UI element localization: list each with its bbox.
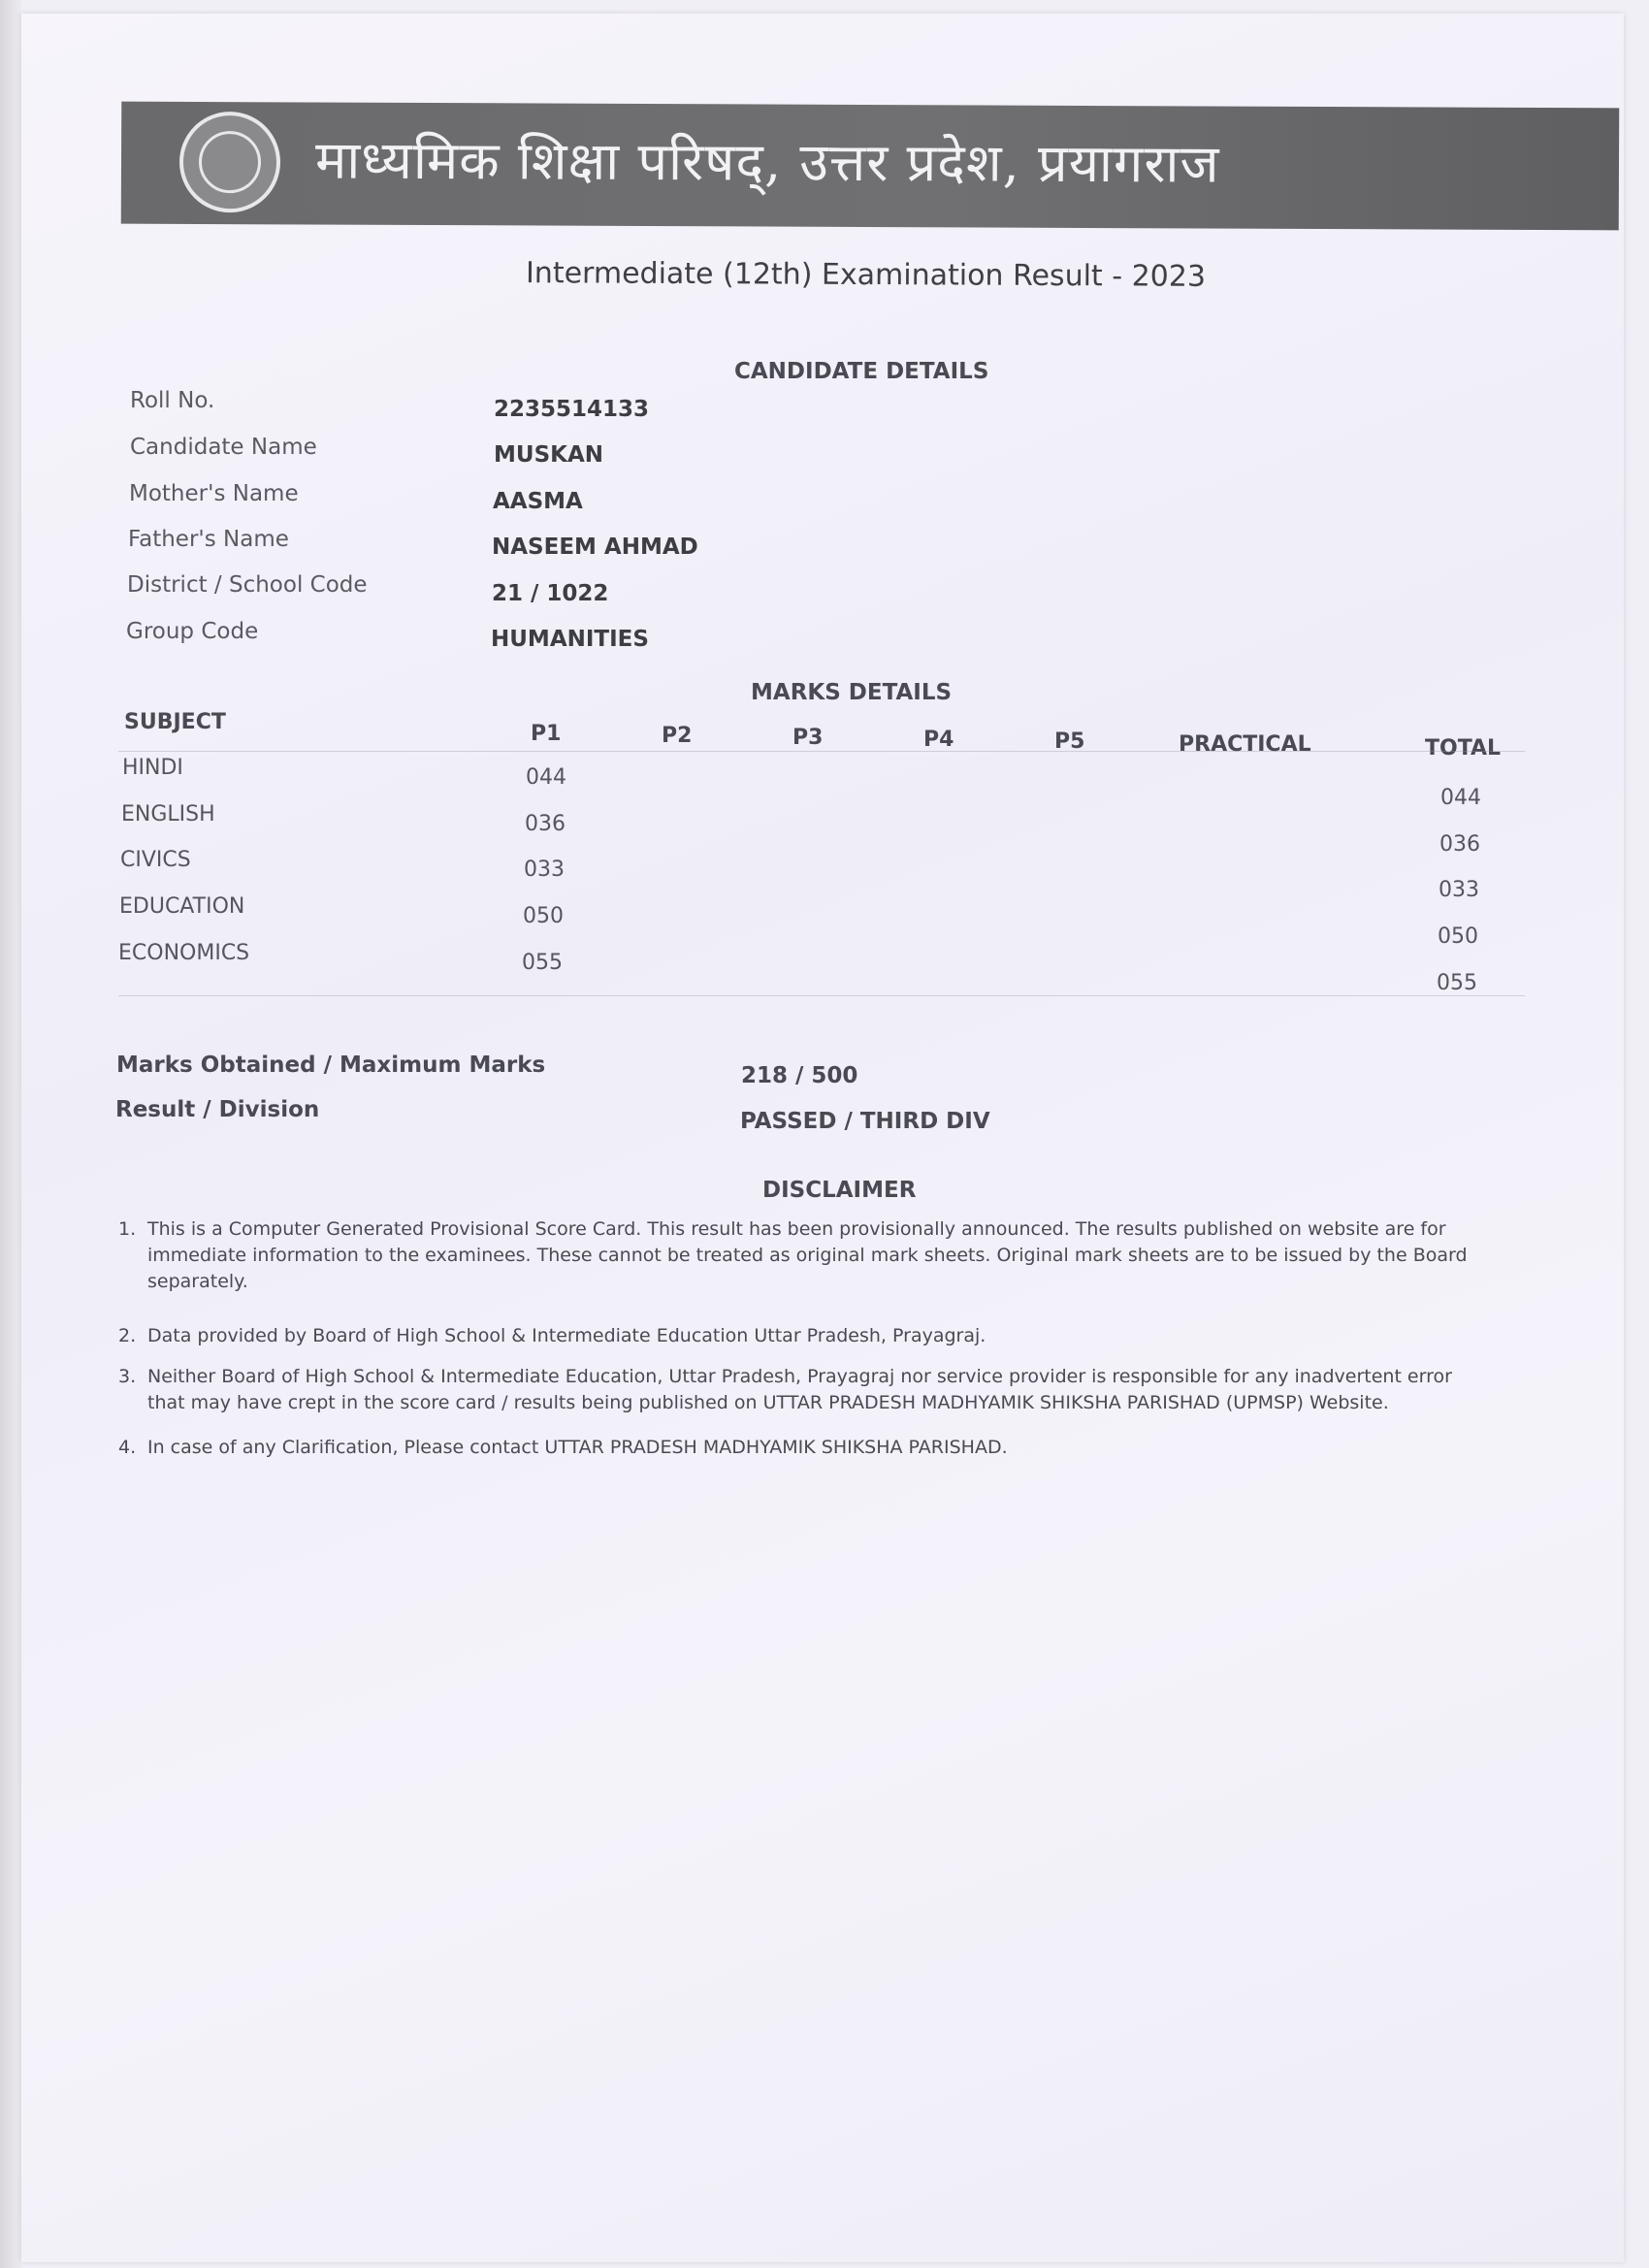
result-division-value: PASSED / THIRD DIV: [740, 1109, 990, 1134]
subject-cell: HINDI: [122, 756, 183, 780]
column-subject: SUBJECT: [124, 710, 226, 734]
column-p2: P2: [662, 724, 693, 748]
table-bottom-rule: [118, 995, 1525, 996]
disclaimer-line: This is a Computer Generated Provisional Score Card. This result has been provisionally announced. The results published on website are for: [147, 1218, 1446, 1240]
candidate-name-label: Candidate Name: [130, 435, 317, 460]
mothers-name-value: AASMA: [493, 489, 583, 514]
disclaimer-line: Data provided by Board of High School & Intermediate Education Uttar Pradesh, Prayagraj.: [147, 1325, 986, 1346]
candidate-name-value: MUSKAN: [494, 442, 604, 468]
result-sheet: [21, 14, 1624, 2262]
total-cell: 044: [1440, 786, 1481, 810]
paper-edge: [0, 0, 21, 2268]
disclaimer-line: Neither Board of High School & Intermediate Education, Uttar Pradesh, Prayagraj nor service provider is responsible for any inadvertent error: [147, 1366, 1452, 1387]
fathers-name-label: Father's Name: [128, 527, 289, 552]
disclaimer-number: 3.: [118, 1366, 137, 1387]
disclaimer-item-2: [118, 1323, 1593, 1352]
p1-cell: 036: [525, 812, 566, 836]
up-government-seal-icon: [179, 112, 280, 212]
disclaimer-line: separately.: [147, 1271, 248, 1292]
marks-details-heading: MARKS DETAILS: [751, 680, 953, 705]
board-title: माध्यमिक शिक्षा परिषद्, उत्तर प्रदेश, प्रयागराज: [314, 129, 1220, 195]
exam-title: Intermediate (12th) Examination Result - 2023: [525, 256, 1207, 294]
column-p1: P1: [531, 722, 562, 746]
total-cell: 036: [1439, 832, 1480, 857]
column-p4: P4: [923, 728, 954, 752]
subject-cell: EDUCATION: [119, 894, 245, 919]
group-code-label: Group Code: [126, 619, 259, 644]
district-school-code-value: 21 / 1022: [492, 581, 609, 606]
disclaimer-item-3: [118, 1364, 1593, 1422]
disclaimer-line: that may have crept in the score card / results being published on UTTAR PRADESH MADHYAMIK SHIKSHA PARISHAD (UPMSP) Website.: [147, 1392, 1389, 1413]
total-cell: 033: [1439, 878, 1479, 902]
disclaimer-number: 1.: [118, 1218, 137, 1240]
group-code-value: HUMANITIES: [491, 627, 649, 652]
table-header-rule: [118, 751, 1525, 752]
p1-cell: 050: [523, 904, 564, 928]
p1-cell: 044: [526, 765, 566, 790]
header-band: [121, 102, 1620, 231]
district-school-code-label: District / School Code: [127, 572, 368, 598]
total-cell: 055: [1437, 971, 1477, 995]
column-practical: PRACTICAL: [1179, 732, 1311, 757]
column-total: TOTAL: [1425, 736, 1502, 761]
roll-no-value: 2235514133: [494, 397, 650, 422]
mothers-name-label: Mother's Name: [129, 481, 299, 506]
marks-obtained-value: 218 / 500: [741, 1063, 858, 1088]
seal-inner-ring: [199, 131, 261, 193]
disclaimer-heading: DISCLAIMER: [762, 1178, 917, 1203]
disclaimer-number: 4.: [118, 1437, 137, 1458]
result-division-label: Result / Division: [115, 1097, 320, 1122]
subject-cell: ECONOMICS: [118, 941, 250, 965]
subject-cell: ENGLISH: [121, 802, 215, 826]
column-p5: P5: [1054, 729, 1085, 754]
marks-obtained-label: Marks Obtained / Maximum Marks: [116, 1053, 546, 1078]
disclaimer-line: In case of any Clarification, Please contact UTTAR PRADESH MADHYAMIK SHIKSHA PARISHAD.: [147, 1437, 1008, 1458]
disclaimer-line: immediate information to the examinees. These cannot be treated as original mark sheets. Original mark sheets are to be issued by the Board: [147, 1245, 1468, 1266]
roll-no-label: Roll No.: [130, 388, 215, 413]
disclaimer-number: 2.: [118, 1325, 137, 1346]
p1-cell: 055: [522, 951, 563, 975]
candidate-details-heading: CANDIDATE DETAILS: [734, 359, 989, 384]
disclaimer-item-1: [118, 1216, 1593, 1304]
disclaimer-item-4: [118, 1435, 1593, 1464]
p1-cell: 033: [524, 858, 565, 882]
subject-cell: CIVICS: [120, 848, 191, 872]
fathers-name-value: NASEEM AHMAD: [492, 535, 698, 560]
column-p3: P3: [792, 726, 824, 750]
total-cell: 050: [1438, 924, 1478, 949]
